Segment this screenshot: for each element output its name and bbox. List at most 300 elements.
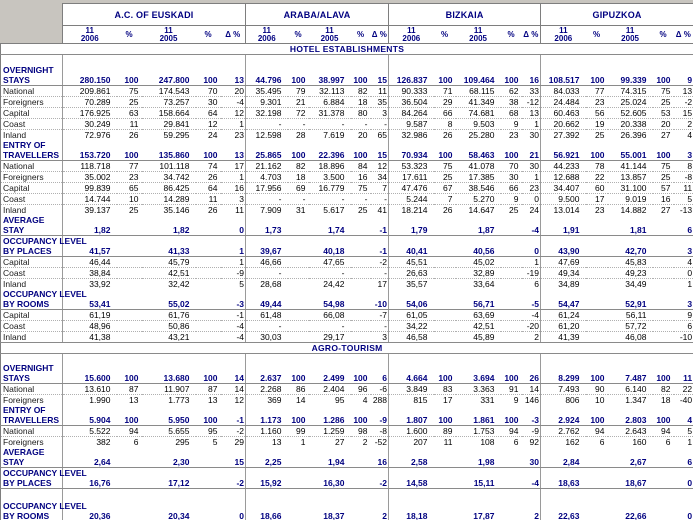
cell — [117, 278, 142, 289]
region-name-row — [63, 4, 693, 26]
cell: 49,44 — [246, 299, 288, 310]
cell — [117, 267, 142, 278]
cell: 1.600 — [389, 426, 434, 437]
cell — [371, 235, 389, 246]
cell: 61,24 — [541, 309, 586, 320]
cell: - — [309, 267, 351, 278]
col-header-delta: Δ % — [674, 26, 693, 44]
cell — [653, 289, 674, 299]
row-label: Inland — [3, 278, 27, 289]
cell: 38,84 — [63, 267, 117, 278]
cell: 28 — [296, 129, 306, 140]
cell: - — [309, 320, 351, 331]
row-label: BY ROOMS — [1, 511, 63, 520]
cell: 100 — [653, 150, 674, 161]
cell: 1 — [687, 278, 693, 289]
gap-cell — [63, 55, 246, 65]
row-label: OCCUPANCY LEVEL — [3, 235, 87, 246]
cell — [117, 478, 142, 489]
cell — [608, 65, 653, 75]
cell: 2.803 — [608, 415, 653, 426]
cell — [389, 289, 434, 299]
cell: -1 — [371, 246, 389, 257]
cell: 21.162 — [246, 160, 288, 171]
cell: 75 — [653, 85, 674, 96]
cell: 41 — [377, 204, 387, 215]
cell — [246, 447, 288, 457]
cell: 18 — [661, 395, 671, 405]
cell: 16 — [522, 75, 541, 86]
cell — [246, 215, 288, 225]
cell: 61,48 — [246, 309, 288, 320]
cell — [541, 405, 586, 415]
cell — [246, 468, 288, 479]
cell: 35,57 — [389, 278, 434, 289]
cell: 12 — [196, 118, 221, 129]
cell — [246, 140, 288, 150]
cell: 3.500 — [309, 171, 351, 182]
cell: 1 — [522, 256, 541, 267]
cell — [351, 511, 371, 520]
cell: 82 — [653, 384, 674, 395]
cell — [351, 215, 371, 225]
gap-cell — [246, 489, 389, 501]
cell — [288, 478, 309, 489]
period-label: 11 — [325, 25, 334, 35]
cell: 2,84 — [541, 457, 586, 468]
cell: 19 — [586, 118, 608, 129]
cell: 38.997 — [309, 75, 351, 86]
cell: 17.956 — [246, 182, 288, 193]
cell: 295 — [175, 437, 190, 447]
cell: 100 — [117, 415, 142, 426]
cell — [309, 501, 351, 511]
cell — [288, 235, 309, 246]
cell: 70.289 — [63, 96, 117, 107]
cell: 90.333 — [389, 85, 434, 96]
row-label: AVERAGE — [3, 447, 45, 457]
cell — [117, 140, 142, 150]
cell: 207 — [389, 437, 434, 448]
gap-cell — [1, 55, 63, 65]
cell: 22.396 — [309, 150, 351, 161]
cell: 17 — [221, 160, 246, 171]
cell: -4 — [522, 309, 541, 320]
cell: 21 — [522, 150, 541, 161]
cell: 15,92 — [246, 478, 288, 489]
cell — [288, 256, 309, 267]
cell: 100 — [351, 75, 371, 86]
year-label: 2006 — [402, 33, 421, 43]
cell: 4 — [362, 395, 368, 405]
cell — [117, 215, 142, 225]
row-label: Foreigners — [3, 437, 44, 447]
cell: 100 — [653, 373, 674, 384]
cell: 28,68 — [246, 278, 288, 289]
cell: 41.349 — [456, 96, 501, 107]
cell — [501, 299, 522, 310]
cell: 94 — [117, 426, 142, 437]
cell — [653, 511, 674, 520]
cell: -2 — [674, 96, 693, 107]
row-label: Coast — [1, 320, 63, 331]
cell: 18 — [351, 96, 371, 107]
cell: 15,11 — [456, 478, 501, 489]
cell: 100 — [434, 150, 456, 161]
cell: 3 — [674, 150, 693, 161]
cell — [63, 447, 117, 457]
cell: 23 — [234, 129, 244, 140]
cell: 14.647 — [468, 204, 495, 215]
cell: 100 — [501, 415, 522, 426]
row-label: Capital — [1, 309, 63, 320]
cell: 13.857 — [608, 171, 653, 182]
cell: 73.257 — [142, 96, 196, 107]
cell: 100 — [434, 373, 456, 384]
cell — [288, 278, 309, 289]
cell — [196, 289, 221, 299]
cell: 7 — [371, 182, 389, 193]
cell: 100 — [351, 150, 371, 161]
year-label: 2005 — [320, 33, 339, 43]
cell: 12 — [234, 395, 244, 405]
cell: -2 — [371, 478, 389, 489]
cell — [371, 140, 389, 150]
cell: 1 — [221, 246, 246, 257]
cell — [501, 267, 522, 278]
cell — [541, 289, 586, 299]
cell: 30.249 — [63, 118, 117, 129]
col-header-2005 — [142, 26, 196, 44]
cell — [309, 468, 351, 479]
cell — [246, 289, 288, 299]
cell: 66 — [434, 107, 456, 118]
cell: 162 — [541, 437, 586, 448]
cell: 66 — [501, 182, 522, 193]
row-label: Foreigners — [1, 96, 63, 107]
gap-cell — [246, 55, 389, 65]
cell — [586, 65, 608, 75]
cell: 25.280 — [468, 129, 495, 140]
cell: 99.839 — [63, 182, 117, 193]
cell: 57 — [653, 182, 674, 193]
cell: 11 — [196, 193, 221, 204]
cell: 6 — [674, 225, 693, 236]
cell — [351, 478, 371, 489]
cell: 46,58 — [389, 331, 434, 342]
region-header-araba: ARABA/ALAVA — [246, 4, 389, 26]
cell: 6.884 — [309, 96, 351, 107]
cell — [117, 299, 142, 310]
cell: 20.662 — [541, 118, 586, 129]
cell: 1,73 — [246, 225, 288, 236]
cell — [117, 501, 142, 511]
cell — [456, 289, 501, 299]
cell: 44.233 — [541, 160, 586, 171]
cell: 41,39 — [541, 331, 586, 342]
cell: 56.921 — [541, 150, 586, 161]
cell: 2.404 — [309, 384, 351, 395]
cell: 84.033 — [541, 85, 586, 96]
cell — [221, 363, 246, 373]
cell — [653, 309, 674, 320]
cell: 26 — [208, 204, 218, 215]
cell — [246, 363, 288, 373]
cell: 55,02 — [142, 299, 196, 310]
cell: 21 — [288, 96, 309, 107]
region-header-bizkaia: BIZKAIA — [389, 4, 541, 26]
cell: 2 — [522, 331, 541, 342]
cell: 89 — [434, 426, 456, 437]
cell: 382 — [63, 437, 117, 448]
region-header-euskadi: A.C. OF EUSKADI — [63, 4, 246, 26]
cell: -9 — [221, 267, 246, 278]
cell: 56,11 — [608, 309, 653, 320]
cell: 18,66 — [246, 511, 288, 520]
cell: 24,42 — [323, 278, 345, 289]
cell: 2,67 — [608, 457, 653, 468]
cell — [522, 65, 541, 75]
cell: 23 — [509, 129, 519, 140]
cell: 26 — [522, 373, 541, 384]
cell — [541, 65, 586, 75]
cell: 2.637 — [246, 373, 288, 384]
cell — [117, 256, 142, 267]
cell: 98 — [351, 426, 371, 437]
cell: 1,98 — [456, 457, 501, 468]
cell: 4 — [674, 415, 693, 426]
cell: - — [288, 118, 309, 129]
cell: 5.655 — [142, 426, 196, 437]
cell: 34.407 — [541, 182, 586, 193]
cell: 1,81 — [608, 225, 653, 236]
cell: 33,64 — [473, 278, 495, 289]
cell: 20 — [358, 129, 368, 140]
cell: 22,63 — [541, 511, 586, 520]
cell — [456, 235, 501, 246]
cell: 49,34 — [541, 267, 586, 278]
cell: 56,71 — [456, 299, 501, 310]
cell: 34,22 — [389, 320, 434, 331]
cell: 43,90 — [541, 246, 586, 257]
cell: 46,44 — [63, 256, 117, 267]
cell: -13 — [679, 204, 693, 215]
cell — [501, 468, 522, 479]
cell: - — [246, 320, 288, 331]
cell — [456, 215, 501, 225]
cell: 100 — [196, 150, 221, 161]
cell — [434, 267, 456, 278]
cell — [586, 256, 608, 267]
cell — [586, 225, 608, 236]
cell — [653, 478, 674, 489]
cell — [608, 140, 653, 150]
row-label: Inland — [3, 129, 27, 140]
cell: 53,41 — [63, 299, 117, 310]
cell: 70 — [196, 85, 221, 96]
cell: 176.925 — [63, 107, 117, 118]
cell — [288, 267, 309, 278]
cell — [653, 405, 674, 415]
cell — [221, 215, 246, 225]
cell: 79 — [288, 85, 309, 96]
cell: 78 — [586, 160, 608, 171]
cell — [586, 501, 608, 511]
cell: 6 — [133, 437, 139, 447]
cell: 74.681 — [456, 107, 501, 118]
cell: 9.301 — [246, 96, 288, 107]
cell — [196, 278, 221, 289]
cell: 108 — [480, 437, 495, 447]
cell: 39,67 — [246, 246, 288, 257]
cell: 95 — [335, 395, 345, 405]
cell: 5 — [674, 193, 693, 204]
cell — [501, 511, 522, 520]
cell: 1.807 — [389, 415, 434, 426]
cell — [351, 140, 371, 150]
cell: 47,65 — [309, 256, 351, 267]
cell: 71 — [434, 85, 456, 96]
cell: 1.861 — [456, 415, 501, 426]
row-label: ENTRY OF — [3, 405, 46, 415]
cell — [434, 246, 456, 257]
cell: 13 — [208, 395, 218, 405]
cell: 39.137 — [63, 204, 117, 215]
cell — [522, 447, 541, 457]
cell: 63 — [117, 107, 142, 118]
cell — [586, 511, 608, 520]
cell — [288, 299, 309, 310]
cell: -7 — [371, 309, 389, 320]
cell: 16,76 — [63, 478, 117, 489]
cell: 60.463 — [541, 107, 586, 118]
cell — [288, 363, 309, 373]
cell: - — [351, 193, 371, 204]
cell: 3 — [371, 331, 389, 342]
cell: 54,47 — [541, 299, 586, 310]
cell: 54,98 — [309, 299, 351, 310]
cell — [653, 235, 674, 246]
row-label: OVERNIGHT — [3, 363, 54, 373]
cell — [674, 65, 693, 75]
cell — [653, 256, 674, 267]
cell: 26,63 — [389, 267, 434, 278]
cell — [434, 501, 456, 511]
cell: 45,83 — [608, 256, 653, 267]
cell: 65 — [117, 182, 142, 193]
cell: 17 — [586, 193, 608, 204]
row-label: National — [1, 384, 63, 395]
cell — [389, 363, 434, 373]
cell: 6 — [599, 437, 605, 447]
period-label: 11 — [164, 25, 173, 35]
cell: 369 — [246, 395, 288, 406]
row-label: Coast — [1, 267, 63, 278]
cell: 100 — [434, 415, 456, 426]
cell: 13 — [221, 150, 246, 161]
cell — [674, 235, 693, 246]
cell — [389, 215, 434, 225]
cell — [309, 65, 351, 75]
cell: 75 — [117, 85, 142, 96]
cell — [653, 447, 674, 457]
cell: 2.643 — [608, 426, 653, 437]
cell: 94 — [653, 426, 674, 437]
cell: 1,94 — [309, 457, 351, 468]
cell: 9 — [501, 118, 522, 129]
cell — [653, 140, 674, 150]
cell: 46,08 — [608, 331, 653, 342]
row-label: Capital — [1, 107, 63, 118]
col-header-pct: % — [586, 26, 608, 44]
cell: 31.100 — [608, 182, 653, 193]
cell — [371, 289, 389, 299]
cell: 6 — [674, 320, 693, 331]
row-label: Capital — [1, 256, 63, 267]
cell: 23 — [595, 204, 605, 215]
cell: 14 — [221, 384, 246, 395]
col-header-2006 — [541, 26, 586, 44]
cell: 9 — [501, 193, 522, 204]
cell: 331 — [480, 395, 495, 405]
cell — [288, 331, 309, 342]
cell: 2.268 — [246, 384, 288, 395]
cell — [653, 468, 674, 479]
cell — [541, 215, 586, 225]
row-label: BY ROOMS — [1, 299, 63, 310]
col-header-2005 — [456, 26, 501, 44]
cell: 32.113 — [309, 85, 351, 96]
cell: 14 — [221, 373, 246, 384]
cell: 12 — [221, 107, 246, 118]
gap-cell — [389, 55, 541, 65]
cell — [371, 501, 389, 511]
cell: 30 — [501, 171, 522, 182]
cell: 5.270 — [456, 193, 501, 204]
cell: 8 — [434, 118, 456, 129]
cell — [434, 320, 456, 331]
cell: 9.587 — [389, 118, 434, 129]
cell: -9 — [522, 426, 541, 437]
cell: 100 — [288, 415, 309, 426]
cell: 10 — [117, 193, 142, 204]
gap-cell — [389, 489, 541, 501]
cell — [653, 320, 674, 331]
cell: - — [246, 118, 288, 129]
cell: 59.295 — [163, 129, 190, 140]
cell: 66,08 — [309, 309, 351, 320]
cell — [196, 320, 221, 331]
cell: 209.861 — [63, 85, 117, 96]
cell: 74 — [196, 160, 221, 171]
cell — [608, 468, 653, 479]
cell: 8 — [674, 160, 693, 171]
cell — [389, 501, 434, 511]
cell: 82 — [288, 160, 309, 171]
cell: 2,64 — [63, 457, 117, 468]
region-header-table — [62, 3, 693, 44]
cell: 5.244 — [389, 193, 434, 204]
cell — [309, 405, 351, 415]
cell: 11 — [371, 85, 389, 96]
cell: 2 — [522, 511, 541, 520]
cell — [389, 65, 434, 75]
cell: 31 — [296, 204, 306, 215]
cell: -40 — [679, 395, 693, 405]
cell: 18,18 — [389, 511, 434, 520]
cell — [456, 363, 501, 373]
cell — [434, 278, 456, 289]
